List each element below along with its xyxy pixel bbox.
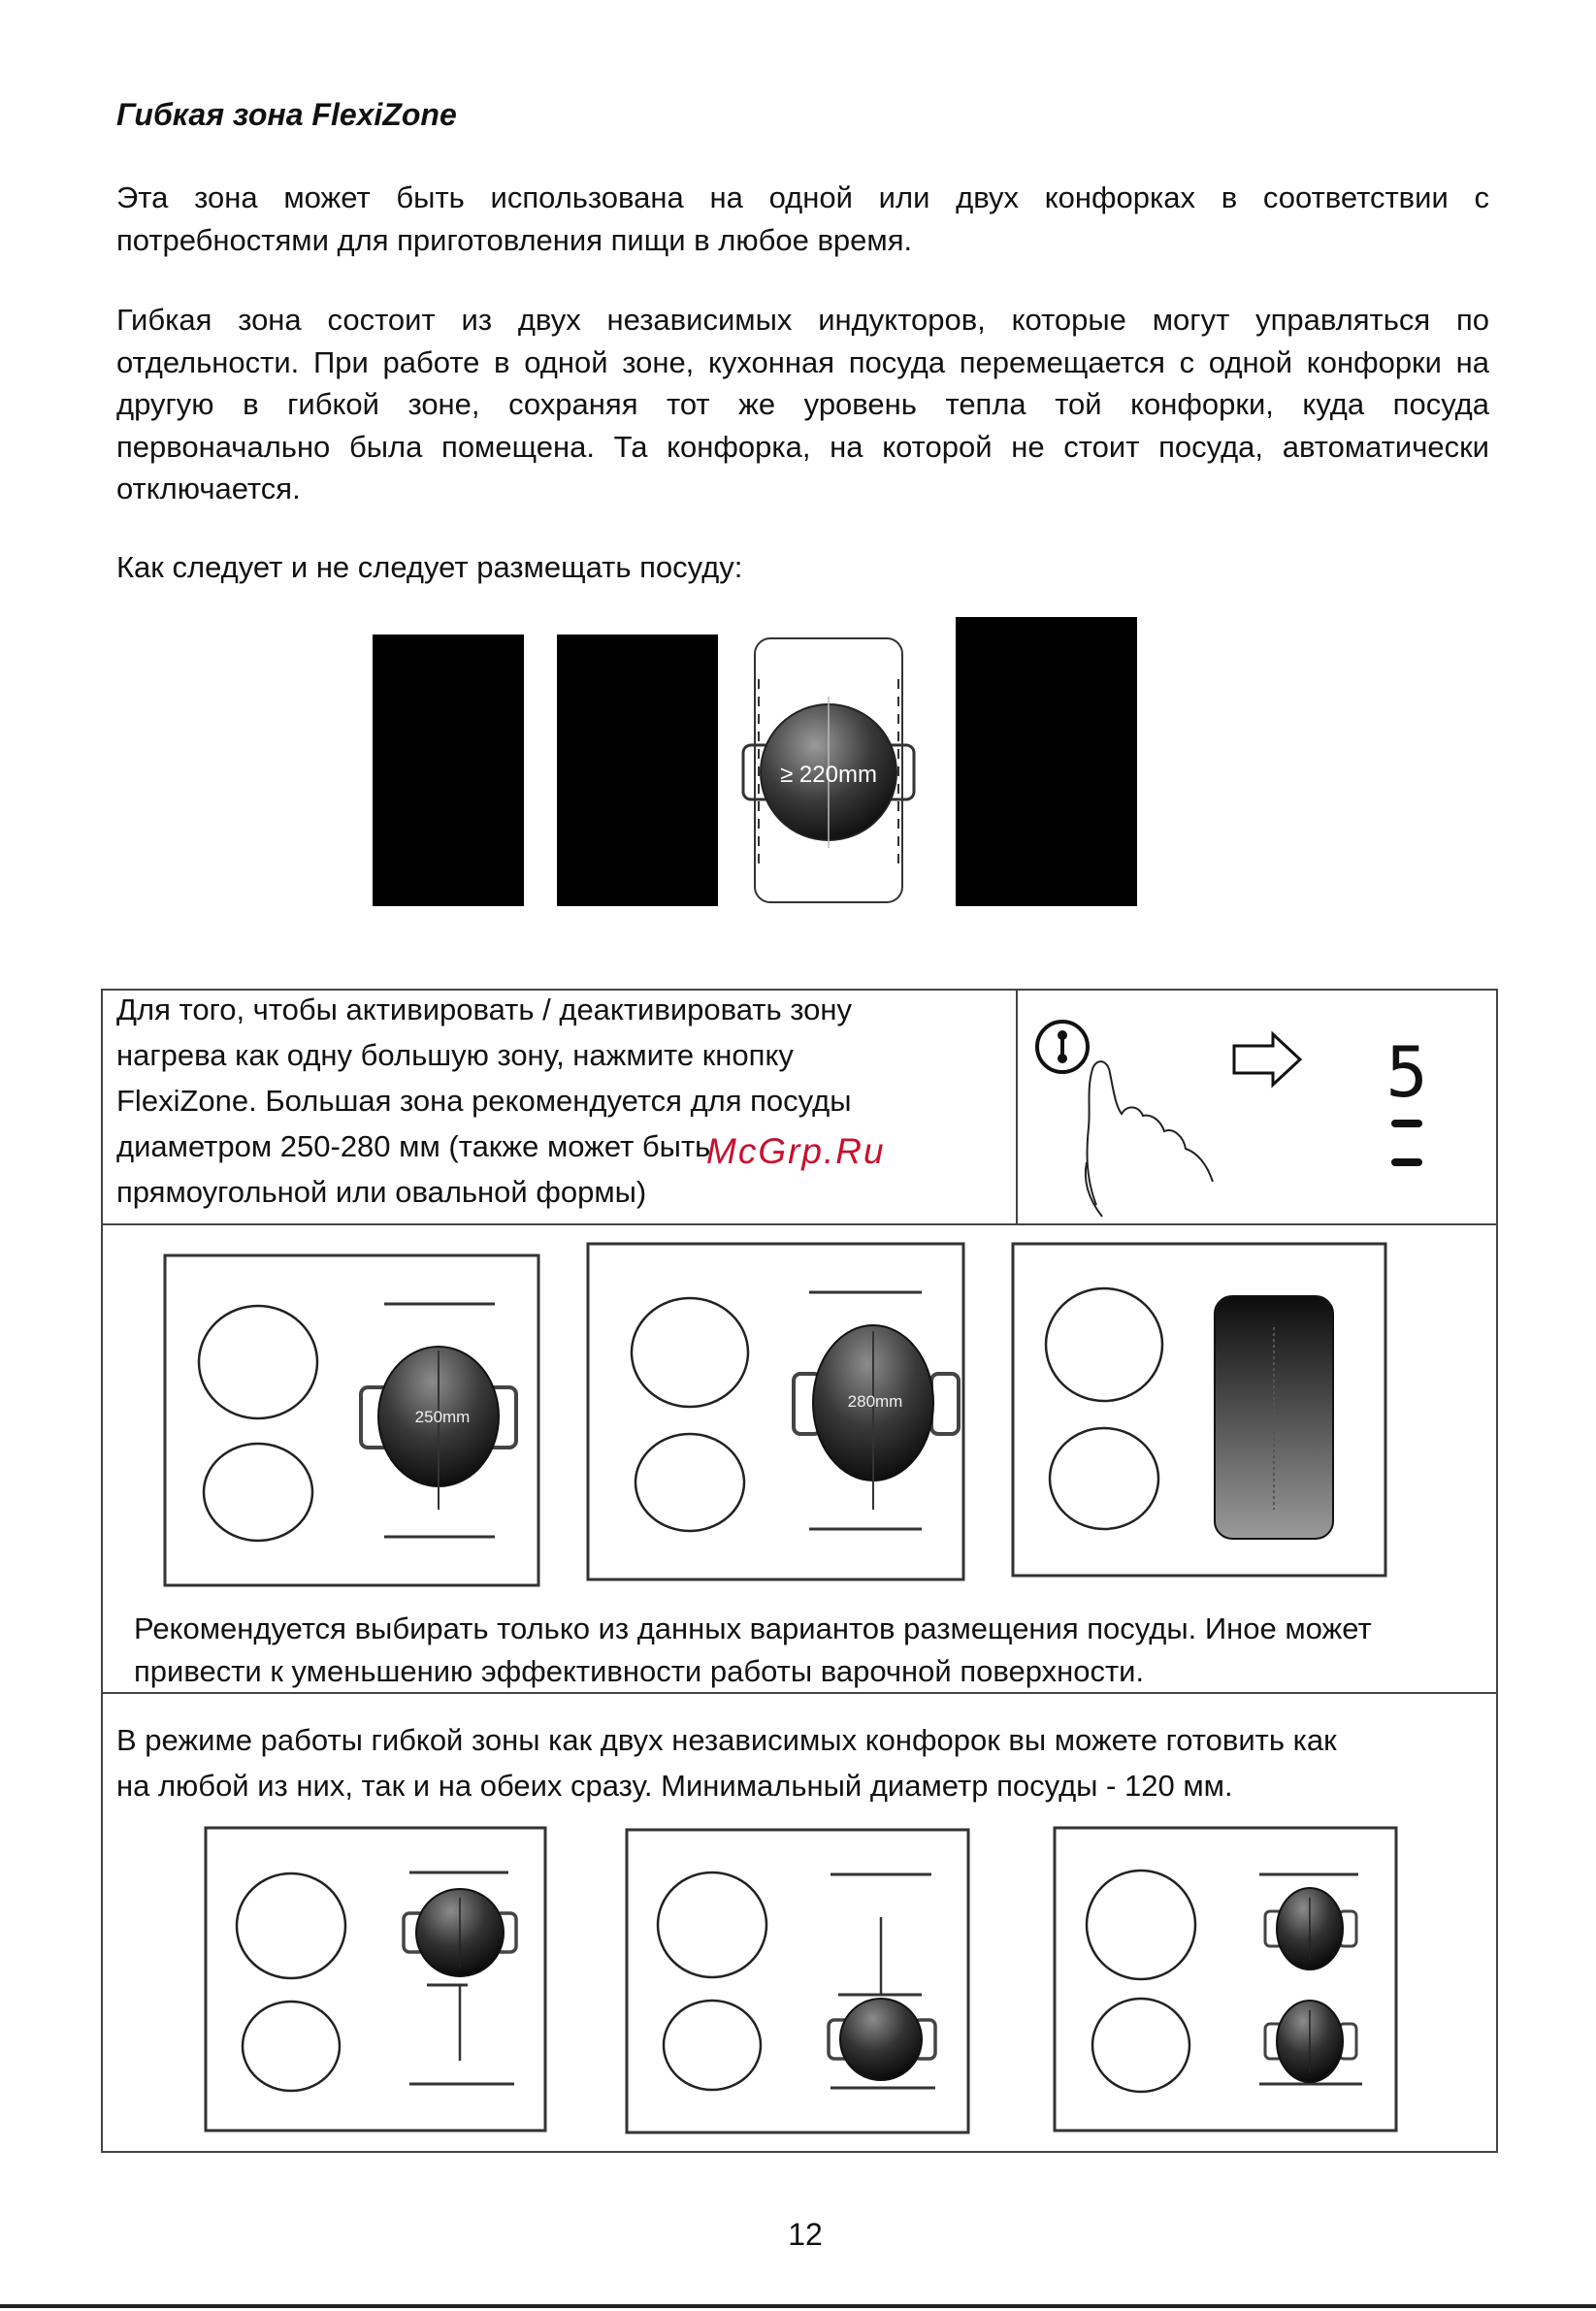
paragraph-line: потребностями для приготовления пищи в любое время. <box>116 222 913 257</box>
large-zone-figures <box>155 1238 1397 1593</box>
arrow-right-icon <box>1234 1034 1300 1085</box>
section-line: FlexiZone. Большая зона рекомендуется для посуды <box>116 1084 852 1118</box>
section-heading: Гибкая зона FlexiZone <box>116 97 457 132</box>
section-line: нагрева как одну большую зону, нажмите кнопку <box>116 1038 794 1072</box>
section-line: Для того, чтобы активировать / деактивировать зону <box>116 993 852 1026</box>
section-2-text <box>134 1608 1492 1693</box>
display-digit: 5 <box>1385 1031 1428 1113</box>
hob-diagram-both-zones <box>1055 1828 1396 2131</box>
censored-block <box>956 617 1137 906</box>
hob-diagram-250 <box>165 1255 538 1585</box>
section-line: Рекомендуется выбирать только из данных вариантов размещения посуды. Иное может <box>134 1611 1372 1645</box>
section-1-text <box>116 987 1009 1215</box>
paragraph-line: отдельности. При работе в одной зоне, кухонная посуда перемещается с одной конфорки на <box>116 344 1489 379</box>
paragraph-line: отключается. <box>116 472 301 505</box>
table-border <box>101 2151 1498 2153</box>
paragraph-line: Гибкая зона состоит из двух независимых индукторов, которые могут управляться по <box>116 303 1489 337</box>
section-line: диаметром 250-280 мм (также может быть <box>116 1129 711 1163</box>
display-segment <box>1391 1158 1422 1166</box>
dual-zone-figures <box>194 1820 1407 2140</box>
censored-block <box>557 635 718 906</box>
paragraph-line: Эта зона может быть использована на одной или двух конфорках в соответствии с <box>116 180 1489 214</box>
diameter-label: ≥ 220mm <box>780 762 877 788</box>
table-border <box>1496 989 1498 2153</box>
pot-diameter-label: 250mm <box>414 1408 471 1426</box>
table-border <box>1016 989 1018 1225</box>
paragraph-line: другую в гибкой зоне, сохраняя тот же уровень тепла той конфорки, куда посуда <box>116 387 1489 421</box>
pot-diameter-label: 280mm <box>847 1392 903 1411</box>
censored-block <box>373 635 524 906</box>
placement-figure <box>369 611 1145 912</box>
hob-diagram-280 <box>588 1244 963 1579</box>
hob-diagram-top-zone <box>206 1828 545 2131</box>
section-line: на любой из них, так и на обеих сразу. Минимальный диаметр посуды - 120 мм. <box>116 1769 1233 1803</box>
page-number: 12 <box>788 2217 823 2252</box>
paragraph-2 <box>116 299 1489 510</box>
watermark: McGrp.Ru <box>706 1131 886 1171</box>
page-bottom-border <box>0 2304 1596 2308</box>
section-line: привести к уменьшению эффективности работы варочной поверхности. <box>134 1654 1145 1688</box>
table-border <box>101 1223 1498 1225</box>
table-border <box>101 989 103 2153</box>
paragraph-3: Как следует и не следует размещать посуду: <box>116 550 743 584</box>
section-3-text <box>116 1717 1489 1808</box>
finger-icon <box>1087 1061 1213 1205</box>
paragraph-1 <box>116 177 1489 261</box>
hob-diagram-bottom-zone <box>627 1830 968 2132</box>
section-line: прямоугольной или овальной формы) <box>116 1175 647 1209</box>
flexizone-button-illustration <box>1019 992 1494 1222</box>
hob-diagram-rectangular <box>1013 1244 1385 1576</box>
display-segment <box>1391 1120 1422 1127</box>
section-line: В режиме работы гибкой зоны как двух независимых конфорок вы можете готовить как <box>116 1723 1337 1757</box>
paragraph-line: первоначально была помещена. Та конфорка, на которой не стоит посуда, автоматически <box>116 429 1489 464</box>
